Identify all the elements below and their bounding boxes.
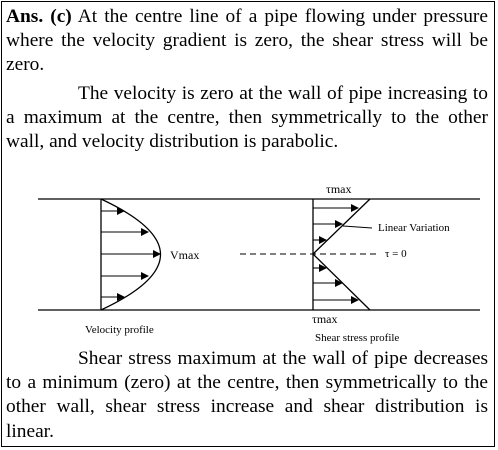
v-max-label: Vmax [170,248,200,262]
velocity-arrows [101,211,160,297]
shear-paragraph: Shear stress maximum at the wall of pipe decreases to a minimum (zero) at the centre, then symmetrically to the other wall, shear stress increase and shear distribution is linear. [6,348,488,442]
answer-label: Ans. (c) [6,6,72,27]
linear-variation-label: Linear Variation [378,222,450,234]
answer-text: At the centre line of a pipe flowing under pressure where the velocity gradient is zero, the shear stress will be zero. [6,6,488,76]
linear-variation-leader [343,226,372,228]
tau-max-top-label: τmax [326,182,352,196]
shear-stress-profile-caption: Shear stress profile [315,332,400,344]
tau-max-bottom-label: τmax [312,312,338,326]
tau-zero-label: τ = 0 [385,248,407,260]
velocity-paragraph: The velocity is zero at the wall of pipe increasing to a maximum at the centre, then symmetrically to the other wall, and velocity distribution is parabolic. [6,83,488,153]
velocity-profile-caption: Velocity profile [85,324,154,336]
